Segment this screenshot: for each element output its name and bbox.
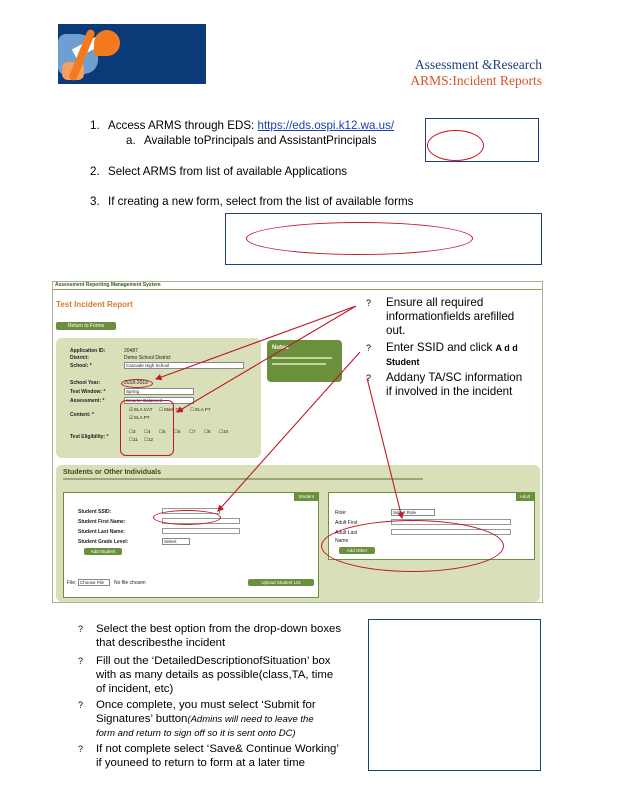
test-window-select[interactable]: Spring xyxy=(124,388,194,395)
grade-checkbox[interactable]: ☐6 xyxy=(174,429,181,434)
header-subtitle: ARMS:Incident Reports xyxy=(410,73,542,88)
grade-checkbox[interactable]: ☐11 xyxy=(129,437,138,442)
grade-checkbox[interactable]: ☐5 xyxy=(159,429,166,434)
content-checkbox[interactable]: ☐ ELA PT xyxy=(190,407,211,412)
bottom-bullet-save: ? If not complete select ‘Save& Continue Working’ if youneed to return to form at a later time xyxy=(78,743,339,769)
system-name: Assessment Reporting Management System xyxy=(55,282,161,288)
step-3: 3. If creating a new form, select from the list of available forms xyxy=(90,195,414,208)
content-checkbox[interactable]: ☑ ELA CAT xyxy=(129,407,153,412)
students-title: Students or Other Individuals xyxy=(63,469,162,476)
upload-student-list-button[interactable]: Upload Student List xyxy=(248,579,314,586)
callout-add-ta-sc: ? Addany TA/SC information if involved in the incident xyxy=(366,371,523,398)
school-select[interactable]: Cascade High School xyxy=(124,362,244,369)
return-to-forms-button[interactable]: Return to Forms xyxy=(56,322,116,330)
step-1: 1. Access ARMS through EDS: https://eds.ospi.k12.wa.us/ xyxy=(90,119,395,132)
callout-required-fields: ? Ensure all required informationfields arefilled out. xyxy=(366,296,515,337)
bottom-bullet-fill: ? Fill out the ‘DetailedDescriptionofSituation’ box with as many details as possible(class,TA, time of incident, etc) xyxy=(78,655,334,695)
report-title: Test Incident Report xyxy=(56,300,133,309)
callout-enter-ssid: ? Enter SSID and click A d d Student xyxy=(366,341,518,367)
assessment-select[interactable]: Smarter Balanced xyxy=(124,397,194,404)
grade-checkbox[interactable]: ☐10 xyxy=(219,429,229,434)
callout-arrow xyxy=(177,306,356,412)
add-other-button[interactable]: Add Other xyxy=(339,547,375,554)
form-panel: Application ID: 20487 District: Demo School District School: * Cascade High School School Year: 2018-2019 Test Window: * Spring Assessment: * Smarter Balanced Content: * ☑ ELA CAT ☐ Math CAT ☐ ELA PT ☑ ELA PT Test Eligibility: * ☐3 ☐4 ☐5 ☐6 ☐7 ☐8 ☐10 ☐11 ☐12 xyxy=(56,338,261,458)
grade-checkbox[interactable]: ☐8 xyxy=(204,429,211,434)
callout-arrow xyxy=(156,306,356,379)
add-student-button[interactable]: Add Student xyxy=(84,548,122,555)
adult-entry-panel: Adult Role: Select Role Adult First Adult Last Name Add Other xyxy=(328,492,535,560)
grade-checkbox[interactable]: ☐4 xyxy=(144,429,151,434)
content-checkbox[interactable]: ☑ ELA PT xyxy=(129,415,150,420)
callout-arrow xyxy=(367,378,402,518)
content-checkbox[interactable]: ☐ Math CAT xyxy=(159,407,185,412)
step-1a: a. Available toPrincipals and AssistantPrincipals xyxy=(126,134,377,147)
notes-panel: Notes xyxy=(267,340,342,382)
grade-checkbox[interactable]: ☐7 xyxy=(189,429,196,434)
bottom-bullet-submit: ? Once complete, you must select ‘Submit for Signatures’ button(Admins will need to leave the form and return to sign off so it is sent onto DC) xyxy=(78,699,316,739)
grade-checkbox[interactable]: ☐3 xyxy=(129,429,136,434)
callout-arrow xyxy=(218,352,360,511)
student-entry-panel: Student Student SSID: Student First Name: Student Last Name: Student Grade Level: Select Add Student File: Choose File No file chosen Upload Student List xyxy=(63,492,319,598)
step-2: 2. Select ARMS from list of available Applications xyxy=(90,165,348,178)
role-select[interactable]: Select Role xyxy=(391,509,435,516)
eds-link[interactable]: https://eds.ospi.k12.wa.us/ xyxy=(257,119,395,132)
submit-screenshot-box xyxy=(368,619,541,771)
grade-checkbox[interactable]: ☐12 xyxy=(144,437,154,442)
bottom-bullet-select: ? Select the best option from the drop-down boxes that describesthe incident xyxy=(78,623,342,649)
header-title: Assessment &Research xyxy=(414,57,542,72)
browse-button[interactable]: Choose File xyxy=(78,579,110,586)
grade-level-select[interactable]: Select xyxy=(162,538,190,545)
